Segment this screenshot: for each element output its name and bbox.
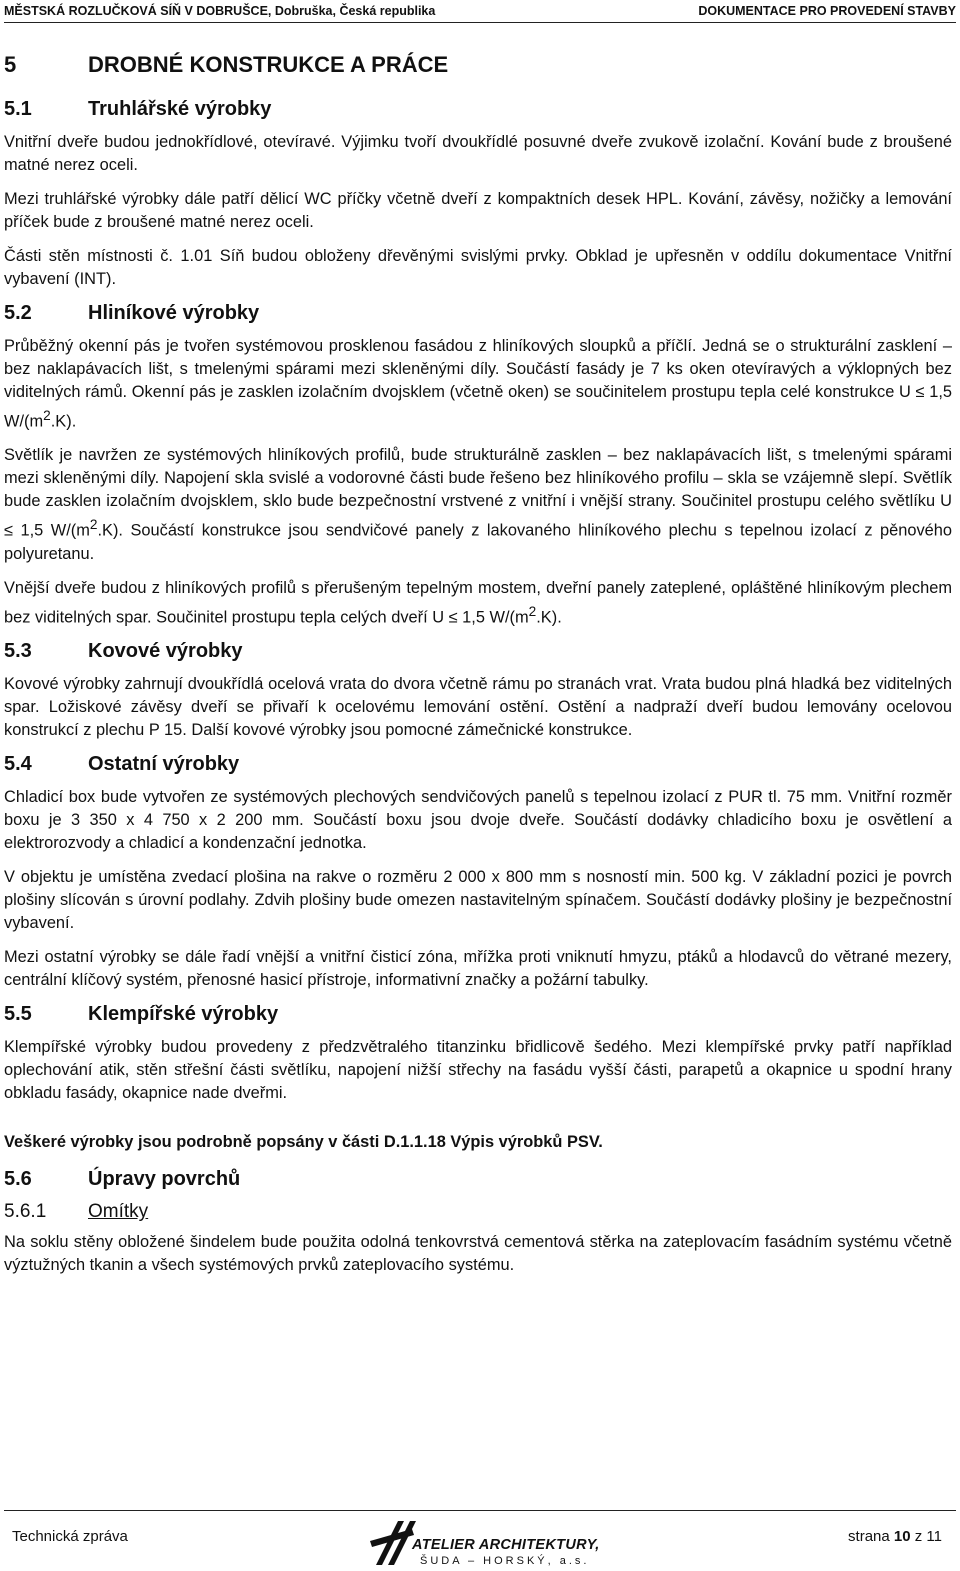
paragraph: Na soklu stěny obložené šindelem bude použita odolná tenkovrstvá cementová stěrka na zateplovacím fasádním systému včetně výztužných tkanin a všech systémových prvků zateplovacího systému. bbox=[4, 1233, 952, 1275]
paragraph: Mezi ostatní výrobky se dále řadí vnější a vnitřní čisticí zóna, mřížka proti vniknutí hmyzu, ptáků a hlodavců do větrané mezery, centrální klíčový systém, přenosné hasicí přístroje, informativní značky a požární tabulky. bbox=[4, 948, 952, 990]
paragraph: Klempířské výrobky budou provedeny z předzvětralého titanzinku břidlicově šedého. Mezi klempířské prvky patří například oplechování atik, stěn střešní části světlíku, napojení nižší střechy na fasádu vyšší části, parapetů a okapnice u spodní hrany obkladu fasády, okapnice nade dveřmi. bbox=[4, 1038, 952, 1103]
page-separator: z bbox=[910, 1528, 927, 1545]
section-5-1-heading bbox=[4, 98, 952, 121]
bold-note: Veškeré výrobky jsou podrobně popsány v části D.1.1.18 Výpis výrobků PSV. bbox=[4, 1133, 603, 1152]
company-logo bbox=[368, 1515, 598, 1569]
logo-text-line2: ŠUDA – HORSKÝ, a.s. bbox=[420, 1555, 590, 1567]
section-5-2-heading bbox=[4, 302, 952, 325]
paragraph: Kovové výrobky zahrnují dvoukřídlá ocelová vrata do dvora včetně rámu po stranách vrat. Vrata budou plná hladká bez viditelných spar. Ložiskové závěsy dveří se přivaří k ocelovému lemování ostění. Ostění a nadpraží dveří budou lemovány ocelovou konstrukcí z plechu P 15. Další kovové výrobky jsou pomocné zámečnické konstrukce. bbox=[4, 675, 952, 740]
section-title: Omítky bbox=[88, 1201, 149, 1223]
section-number: 5.3 bbox=[4, 640, 32, 663]
section-5-4-heading bbox=[4, 753, 952, 776]
page-content bbox=[4, 42, 952, 1288]
section-number: 5.2 bbox=[4, 302, 32, 324]
section-title: Úpravy povrchů bbox=[88, 1168, 241, 1191]
page-total: 11 bbox=[926, 1528, 942, 1545]
page-current: 10 bbox=[893, 1528, 911, 1545]
page-header bbox=[4, 0, 956, 23]
section-title: Klempířské výrobky bbox=[88, 1003, 279, 1026]
section-5-heading bbox=[4, 52, 952, 78]
section-title: Ostatní výrobky bbox=[88, 753, 240, 776]
section-5-5-heading bbox=[4, 1003, 952, 1026]
paragraph bbox=[4, 444, 952, 565]
section-number: 5.5 bbox=[4, 1003, 32, 1026]
text-run: Vnější dveře budou z hliníkových profilů s přerušeným tepelným mostem, dveřní panely zateplené, opláštěné hliníkovým plechem bez viditelných spar. Součinitel prostupu tepla celých dveří U ≤ 1,5 W/(m bbox=[4, 578, 952, 627]
section-5-6-1-heading bbox=[4, 1201, 952, 1223]
section-title: DROBNÉ KONSTRUKCE A PRÁCE bbox=[88, 52, 449, 77]
page-prefix: strana bbox=[848, 1528, 894, 1545]
text-run: Světlík je navržen ze systémových hliníkových profilů, bude strukturálně zasklen – bez naklapávacích lišt, s tmelenými spárami mezi skleněnými díly. Napojení skla svislé a vodorovné části bude řešeno bez hliníkového profilu – skla se vzájemně slepí. Světlík bude zasklen izolačním dvojsklem, sklo bude bezpečnostní vrstvené z vnitřní i vnější strany. Součinitel prostupu celého světlíku U ≤ 1,5 W/(m bbox=[4, 446, 952, 540]
paragraph: Mezi truhlářské výrobky dále patří dělicí WC příčky včetně dveří z kompaktních desek HPL. Kování, závěsy, nožičky a lemování příček bude z broušené matné nerez oceli. bbox=[4, 190, 952, 231]
superscript: 2 bbox=[43, 408, 51, 423]
section-title: Kovové výrobky bbox=[88, 640, 243, 663]
header-right: DOKUMENTACE PRO PROVEDENÍ STAVBY bbox=[698, 4, 956, 18]
section-5-3-heading bbox=[4, 640, 952, 663]
text-run: .K). Součástí konstrukce jsou sendvičové panely z lakovaného hliníkového plechu s tepelnou izolací z pěnového polyuretanu. bbox=[4, 521, 952, 563]
section-number: 5 bbox=[4, 52, 17, 77]
header-left: MĚSTSKÁ ROZLUČKOVÁ SÍŇ V DOBRUŠCE, Dobruška, Česká republika bbox=[4, 4, 436, 18]
paragraph bbox=[4, 577, 952, 629]
paragraph bbox=[4, 335, 952, 433]
text-run: .K). bbox=[50, 412, 77, 431]
paragraph: Vnitřní dveře budou jednokřídlové, otevíravé. Výjimku tvoří dvoukřídlé posuvné dveře zvukově izolační. Kování bude z broušené matné nerez oceli. bbox=[4, 133, 952, 174]
page-number bbox=[848, 1528, 942, 1545]
section-number: 5.6.1 bbox=[4, 1201, 47, 1223]
paragraph: V objektu je umístěna zvedací plošina na rakve o rozměru 2 000 x 800 mm s nosností min. 500 kg. V základní pozici je povrch plošiny slícován s úrovní podlahy. Zdvih plošiny bude omezen nastavitelným spínačem. Součástí dodávky plošiny je bezpečnostní vybavení. bbox=[4, 868, 952, 933]
logo-text-line1: ATELIER ARCHITEKTURY, bbox=[412, 1537, 600, 1553]
text-run: .K). bbox=[536, 608, 562, 627]
superscript: 2 bbox=[89, 517, 98, 533]
section-number: 5.4 bbox=[4, 753, 32, 776]
paragraph: Chladicí box bude vytvořen ze systémových plechových sendvičových panelů s tepelnou izolací z PUR tl. 75 mm. Vnitřní rozměr boxu je 3 350 x 4 750 x 2 200 mm. Součástí boxu jsou dvoje dveře. Součástí dodávky chladicího boxu je osvětlení a elektrorozvody a chladicí a kondenzační jednotka. bbox=[4, 788, 952, 853]
section-title: Truhlářské výrobky bbox=[88, 98, 272, 120]
text-run: Průběžný okenní pás je tvořen systémovou prosklenou fasádou z hliníkových sloupků a příčlí. Jedná se o strukturální zasklení – bez naklapávacích lišt, s tmelenými spárami mezi skleněnými díly. Součástí fasády je 7 ks oken otevíravých a výklopných bez viditelných rámů. Okenní pás je zasklen izolačním dvojsklem (včetně oken) se součinitelem prostupu tepla celé konstrukce U ≤ 1,5 W/(m bbox=[4, 337, 952, 431]
paragraph: Části stěn místnosti č. 1.01 Síň budou obloženy dřevěnými svislými prvky. Obklad je upřesněn v oddílu dokumentace Vnitřní vybavení (INT). bbox=[4, 247, 952, 288]
section-title: Hliníkové výrobky bbox=[88, 302, 260, 324]
footer-left: Technická zpráva bbox=[12, 1528, 128, 1545]
section-5-6-heading bbox=[4, 1168, 952, 1191]
superscript: 2 bbox=[528, 603, 537, 619]
page-footer bbox=[4, 1510, 956, 1571]
section-number: 5.1 bbox=[4, 98, 32, 120]
section-number: 5.6 bbox=[4, 1168, 32, 1191]
